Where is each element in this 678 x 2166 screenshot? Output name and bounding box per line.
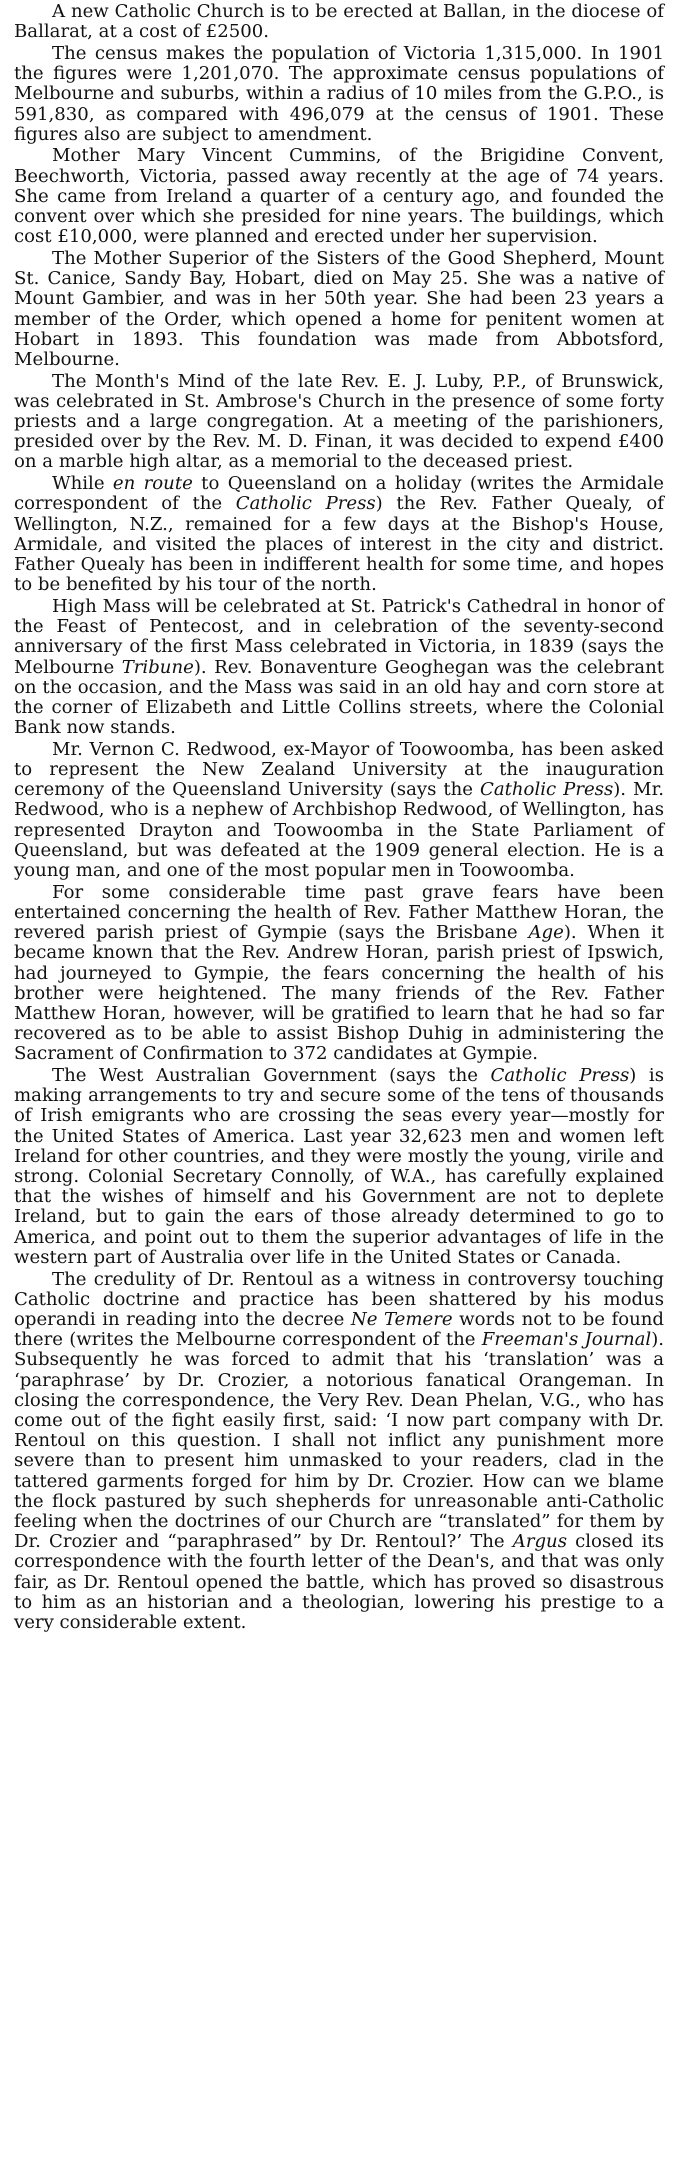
paragraph-text: A new Catholic Church is to be erected at Ballan, in the diocese of Ballarat, at a cost of £2500. [14, 1, 664, 43]
paragraph-text: The Mother Superior of the Sisters of the Good Shepherd, Mount St. Canice, Sandy Bay, Hobart, died on May 25. She was a native of Mount Gambier, and was in her 50th year. She had been 23 years a member of the Order, which opened a home for penitent women at Hobart in 1893. This foundation was made from Abbotsford, Melbourne. [14, 247, 664, 370]
paragraph-text: The West Australian Government (says the [52, 1065, 491, 1087]
paragraph-text: For some considerable time past grave fears have been entertained concerning the health of Rev. Father Matthew Horan, the revered parish priest of Gympie (says the Brisbane [14, 881, 664, 944]
italic-text: Argus [512, 1531, 567, 1553]
italic-text: Tribune [121, 656, 194, 678]
paragraph-text: ) is making arrangements to try and secure some of the tens of thousands of Irish emigrants who are crossing the seas every year—mostly for the United States of America. Last year 32,623 men and women left Ireland for other countries, and they were mostly the young, virile and strong. Colonial Secretary Connolly, of W.A., has carefully explained that the wishes of himself and his Government are not to deplete Ireland, but to gain the ears of those already determined to go to America, and point out to them the superior advantages of life in the western part of Australia over life in the United States or Canada. [14, 1065, 664, 1268]
paragraph-text: ). Rev. Bonaventure Geoghegan was the celebrant on the occasion, and the Mass was said in an old hay and corn store at the corner of Elizabeth and Little Collins streets, where the Colonial Bank now stands. [14, 656, 664, 739]
news-paragraph [14, 883, 664, 1065]
news-paragraph [14, 249, 664, 370]
news-paragraph [14, 740, 664, 881]
italic-text: Catholic Press [480, 779, 614, 801]
paragraph-text: Mr. Vernon C. Redwood, ex-Mayor of Toowoomba, has been asked to represent the New Zealand University at the inauguration ceremony of the Queensland University (says the [14, 738, 664, 801]
news-paragraph [14, 2, 664, 42]
paragraph-text: ). Subsequently he was forced to admit that his ‘translation’ was a ‘paraphrase’ by Dr. Crozier, a notorious fanatical Orangeman. In closing the correspondence, the Very Rev. Dean Phelan, V.G., who has come out of the fight easily first, said: ‘I now part company with Dr. Rentoul on this question. I shall not inflict any punishment more severe than to present him unmasked to your readers, clad in the tattered garments forged for him by Dr. Crozier. How can we blame the flock pastured by such shepherds for unreasonable anti-Catholic feeling when the doctrines of our Church are “translated” for them by Dr. Crozier and “paraphrased” by Dr. Rentoul?’ The [14, 1329, 664, 1553]
paragraph-text: words not to be found there (writes the Melbourne correspondent of the [14, 1309, 664, 1351]
italic-text: Catholic Press [235, 493, 376, 515]
news-paragraph [14, 1270, 664, 1634]
paragraph-text: closed its correspondence with the fourth letter of the Dean's, and that was only fair, as Dr. Rentoul opened the battle, which has proved so disastrous to him as an historian and a theologian, lowering his prestige to a very considerable extent. [14, 1531, 664, 1634]
paragraph-text: While [52, 473, 113, 495]
paragraph-text: The census makes the population of Victoria 1,315,000. In 1901 the figures were 1,201,070. The approximate census populations of Melbourne and suburbs, within a radius of 10 miles from the G.P.O., is 591,830, as compared with 496,079 at the census of 1901. These figures also are subject to amendment. [14, 42, 664, 145]
paragraph-text: The Month's Mind of the late Rev. E. J. Luby, P.P., of Brunswick, was celebrated in St. Ambrose's Church in the presence of some forty priests and a large congregation. At a meeting of the parishioners, presided over by the Rev. M. D. Finan, it was decided to expend £400 on a marble high altar, as a memorial to the deceased priest. [14, 370, 664, 473]
paragraph-text: ) the Rev. Father Quealy, of Wellington, N.Z., remained for a few days at the Bishop's House, Armidale, and visited the places of interest in the city and district. Father Quealy has been in indifferent health for some time, and hopes to be benefited by his tour of the north. [14, 493, 664, 596]
news-paragraph [14, 474, 664, 595]
italic-text: en route [112, 473, 193, 495]
italic-text: Ne Temere [350, 1309, 453, 1330]
paragraph-text: to Queensland on a holiday (writes the Armidale correspondent of the [14, 473, 664, 515]
italic-text: Catholic Press [490, 1065, 630, 1087]
paragraph-text: Mother Mary Vincent Cummins, of the Brigidine Convent, Beechworth, Victoria, passed away recently at the age of 74 years. She came from Ireland a quarter of a century ago, and founded the convent over which she presided for nine years. The buildings, which cost £10,000, were planned and erected under her supervision. [14, 145, 664, 248]
italic-text: Age [528, 922, 564, 944]
news-paragraph [14, 597, 664, 738]
news-paragraph [14, 1066, 664, 1268]
italic-text: Freeman's Journal [481, 1329, 652, 1351]
news-paragraph [14, 372, 664, 473]
paragraph-text: ). When it became known that the Rev. Andrew Horan, parish priest of Ipswich, had journeyed to Gympie, the fears concerning the health of his brother were heightened. The many friends of the Rev. Father Matthew Horan, however, will be gratified to learn that he had so far recovered as to be able to assist Bishop Duhig in administering the Sacrament of Confirmation to 372 candidates at Gympie. [14, 922, 664, 1065]
news-paragraph [14, 146, 664, 247]
news-paragraph [14, 44, 664, 145]
paragraph-text: ). Mr. Redwood, who is a nephew of Archbishop Redwood, of Wellington, has represented Drayton and Toowoomba in the State Parliament of Queensland, but was defeated at the 1909 general election. He is a young man, and one of the most popular men in Toowoomba. [14, 779, 664, 882]
paragraph-text: High Mass will be celebrated at St. Patrick's Cathedral in honor of the Feast of Pentecost, and in celebration of the seventy-second anniversary of the first Mass celebrated in Victoria, in 1839 (says the Melbourne [14, 595, 664, 678]
paragraph-text: The credulity of Dr. Rentoul as a witness in controversy touching Catholic doctrine and practice has been shattered by his modus operandi in reading into the decree [14, 1268, 664, 1330]
